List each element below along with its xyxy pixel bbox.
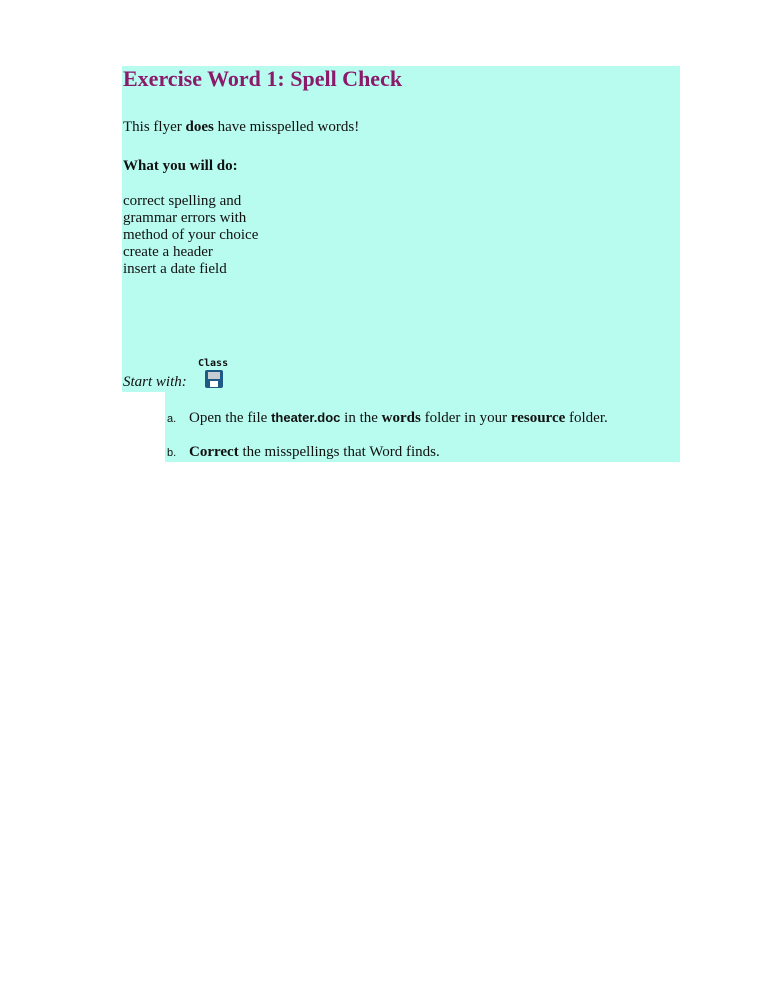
page-title: Exercise Word 1: Spell Check [123,66,403,91]
floppy-disk-icon [205,370,223,388]
step-a: a. Open the file theater.doc in the words folder in your resource folder. [167,410,608,426]
start-with-label: Start with: [123,374,187,390]
task-item: grammar errors with [123,210,247,226]
task-item: correct spelling and [123,193,242,209]
class-label: Class [198,358,229,369]
task-item: insert a date field [123,261,227,277]
section-heading: What you will do: [123,158,238,174]
step-b: b. Correct the misspellings that Word finds. [167,444,440,460]
task-item: create a header [123,244,213,260]
task-list [123,193,258,278]
task-item: method of your choice [123,227,259,243]
intro-text: This flyer does have misspelled words! [123,119,360,135]
